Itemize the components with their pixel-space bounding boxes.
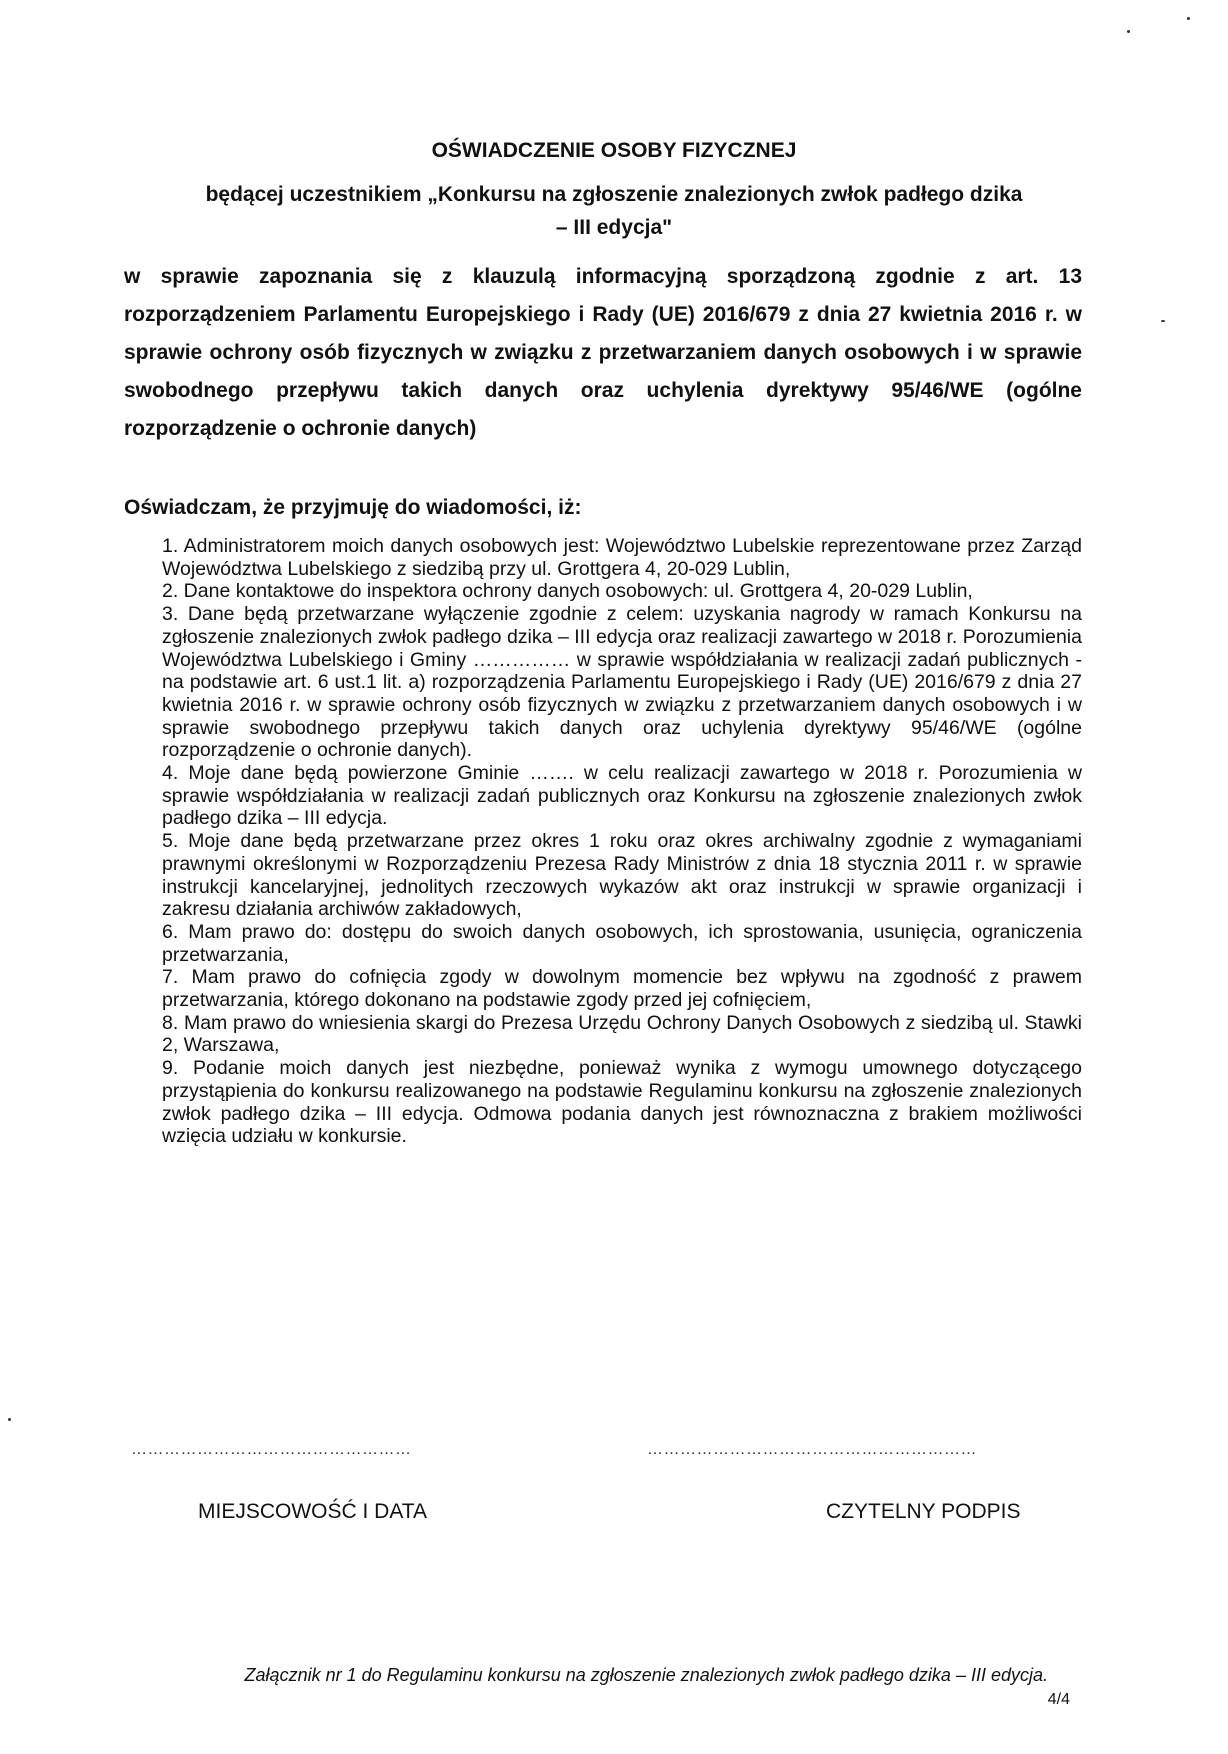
scan-speck (1127, 30, 1130, 33)
intro-paragraph: w sprawie zapoznania się z klauzulą informacyjną sporządzoną zgodnie z art. 13 rozporządzeniem Parlamentu Europejskiego i Rady (UE) 2016/679 z dnia 27 kwietnia 2016 r. w sprawie ochrony osób fizycznych w związku z przetwarzaniem danych osobowych i w sprawie swobodnego przepływu takich danych oraz uchylenia dyrektywy 95/46/WE (ogólne rozporządzenie o ochronie danych) (124, 265, 1082, 440)
clause-item: 8. Mam prawo do wniesienia skargi do Prezesa Urzędu Ochrony Danych Osobowych z siedzibą ul. Stawki 2, Warszawa, (162, 1011, 1082, 1057)
signature-line: …………………………………………………… (647, 1441, 977, 1458)
document-title: OŚWIADCZENIE OSOBY FIZYCZNEJ (431, 139, 797, 162)
scan-speck (1187, 17, 1190, 20)
place-date-label: MIEJSCOWOŚĆ I DATA (198, 1500, 428, 1523)
clause-item: 2. Dane kontaktowe do inspektora ochrony danych osobowych: ul. Grottgera 4, 20-029 Lublin, (162, 580, 973, 603)
document-subtitle-edition: – III edycja" (555, 216, 673, 239)
scan-speck (8, 1418, 11, 1421)
scan-speck (1161, 320, 1165, 322)
clause-list (162, 535, 1082, 1148)
clause-item: 3. Dane będą przetwarzane wyłączenie zgodnie z celem: uzyskania nagrody w ramach Konkursu na zgłoszenie znalezionych zwłok padłego dzika – III edycja oraz realizacji zawartego w 2018 r. Porozumienia Województwa Lubelskiego i Gminy …………… w sprawie współdziałania w realizacji zadań publicznych - na podstawie art. 6 ust.1 lit. a) rozporządzenia Parlamentu Europejskiego i Rady (UE) 2016/679 z dnia 27 kwietnia 2016 r. w sprawie ochrony osób fizycznych w związku z przetwarzaniem danych osobowych i w sprawie swobodnego przepływu takich danych oraz uchylenia dyrektywy 95/46/WE (ogólne rozporządzenie o ochronie danych). (162, 603, 1082, 762)
declaration-heading: Oświadczam, że przyjmuję do wiadomości, iż: (124, 496, 582, 519)
footer-annex-note: Załącznik nr 1 do Regulaminu konkursu na zgłoszenie znalezionych zwłok padłego dzika – III edycja. (244, 1665, 1048, 1685)
clause-item: 7. Mam prawo do cofnięcia zgody w dowolnym momencie bez wpływu na zgodność z prawem przetwarzania, którego dokonano na podstawie zgody przed jej cofnięciem, (162, 966, 1082, 1012)
document-subtitle: będącej uczestnikiem „Konkursu na zgłoszenie znalezionych zwłok padłego dzika (205, 183, 1023, 206)
clause-item: 6. Mam prawo do: dostępu do swoich danych osobowych, ich sprostowania, usunięcia, ograniczenia przetwarzania, (162, 920, 1082, 966)
clause-item: 5. Moje dane będą przetwarzane przez okres 1 roku oraz okres archiwalny zgodnie z wymaganiami prawnymi określonymi w Rozporządzeniu Prezesa Rady Ministrów z dnia 18 stycznia 2011 r. w sprawie instrukcji kancelaryjnej, jednolitych rzeczowych wykazów akt oraz instrukcji w sprawie organizacji i zakresu działania archiwów zakładowych, (162, 830, 1082, 921)
place-date-line: …………………………………………… (131, 1441, 412, 1458)
signature-label: CZYTELNY PODPIS (826, 1500, 1021, 1523)
page-number: 4/4 (1047, 1691, 1070, 1708)
clause-item: 9. Podanie moich danych jest niezbędne, ponieważ wynika z wymogu umownego dotyczącego przystąpienia do konkursu realizowanego na podstawie Regulaminu konkursu na zgłoszenie znalezionych zwłok padłego dzika – III edycja. Odmowa podania danych jest równoznaczna z brakiem możliwości wzięcia udziału w konkursie. (162, 1057, 1082, 1148)
clause-item: 4. Moje dane będą powierzone Gminie ……. w celu realizacji zawartego w 2018 r. Porozumienia w sprawie współdziałania w realizacji zadań publicznych oraz Konkursu na zgłoszenie znalezionych zwłok padłego dzika – III edycja. (162, 762, 1082, 830)
clause-item: 1. Administratorem moich danych osobowych jest: Województwo Lubelskie reprezentowane przez Zarząd Województwa Lubelskiego z siedzibą przy ul. Grottgera 4, 20-029 Lublin, (162, 535, 1082, 580)
